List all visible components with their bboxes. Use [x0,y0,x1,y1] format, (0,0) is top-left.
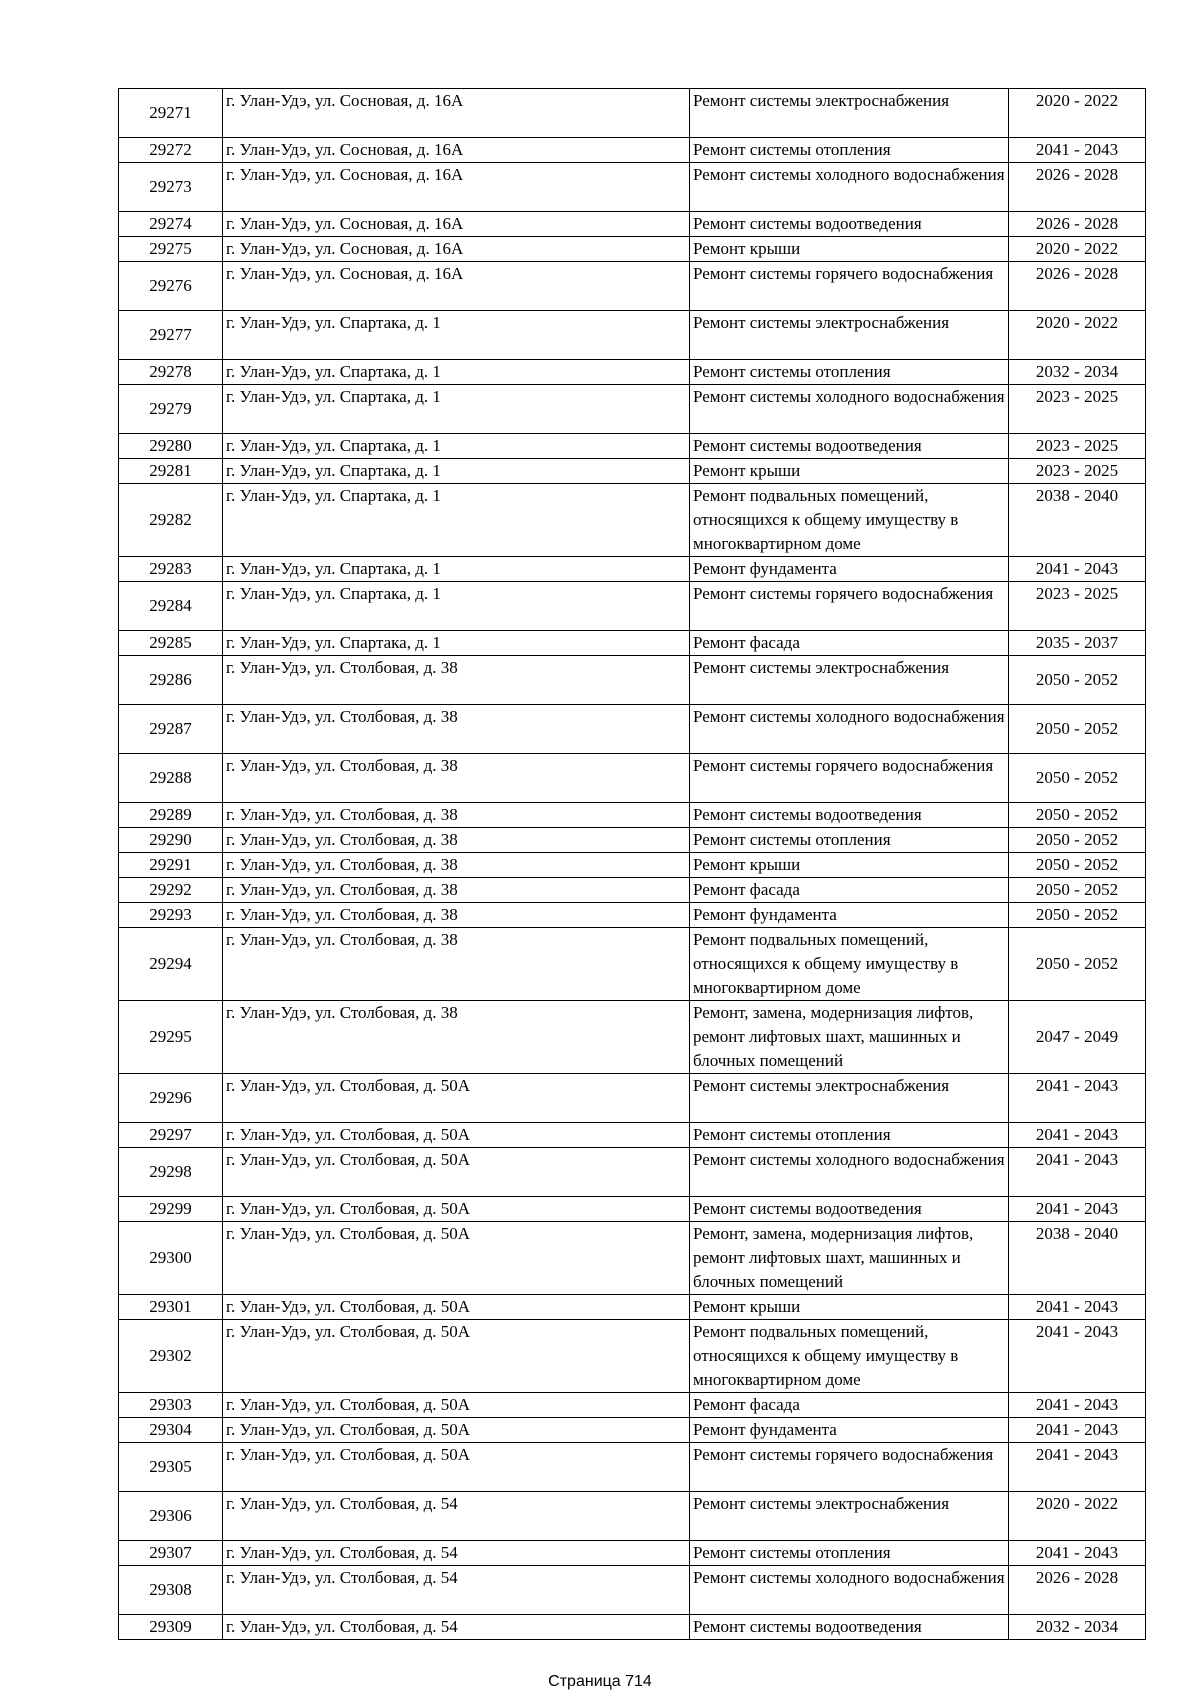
table-row [119,163,1146,212]
row-period: 2041 - 2043 [1009,1443,1146,1492]
row-number: 29309 [119,1615,223,1640]
row-number: 29287 [119,705,223,754]
row-address: г. Улан-Удэ, ул. Столбовая, д. 38 [223,903,690,928]
row-address: г. Улан-Удэ, ул. Столбовая, д. 38 [223,1001,690,1074]
row-period: 2041 - 2043 [1009,1418,1146,1443]
row-period: 2041 - 2043 [1009,1393,1146,1418]
table-row [119,434,1146,459]
row-number: 29286 [119,656,223,705]
table-row [119,360,1146,385]
row-period: 2020 - 2022 [1009,311,1146,360]
row-work-type: Ремонт фундамента [690,1418,1009,1443]
table-row [119,1615,1146,1640]
row-period: 2047 - 2049 [1009,1001,1146,1074]
row-number: 29292 [119,878,223,903]
row-work-type: Ремонт системы отопления [690,1123,1009,1148]
row-period: 2050 - 2052 [1009,878,1146,903]
row-address: г. Улан-Удэ, ул. Спартака, д. 1 [223,631,690,656]
table-row [119,1566,1146,1615]
row-work-type: Ремонт крыши [690,459,1009,484]
table-row [119,459,1146,484]
row-period: 2032 - 2034 [1009,360,1146,385]
row-number: 29297 [119,1123,223,1148]
row-work-type: Ремонт системы отопления [690,828,1009,853]
row-work-type: Ремонт фундамента [690,903,1009,928]
row-period: 2020 - 2022 [1009,1492,1146,1541]
row-address: г. Улан-Удэ, ул. Столбовая, д. 50А [223,1295,690,1320]
table-row [119,582,1146,631]
table-row [119,237,1146,262]
row-address: г. Улан-Удэ, ул. Столбовая, д. 50А [223,1074,690,1123]
row-address: г. Улан-Удэ, ул. Спартака, д. 1 [223,459,690,484]
row-work-type: Ремонт, замена, модернизация лифтов, ремонт лифтовых шахт, машинных и блочных помещений [690,1001,1009,1074]
row-address: г. Улан-Удэ, ул. Спартака, д. 1 [223,434,690,459]
row-work-type: Ремонт системы электроснабжения [690,1074,1009,1123]
table-row [119,1320,1146,1393]
row-address: г. Улан-Удэ, ул. Спартака, д. 1 [223,311,690,360]
row-number: 29274 [119,212,223,237]
row-work-type: Ремонт системы водоотведения [690,803,1009,828]
row-period: 2050 - 2052 [1009,803,1146,828]
table-row [119,928,1146,1001]
row-number: 29294 [119,928,223,1001]
table-row [119,1148,1146,1197]
row-address: г. Улан-Удэ, ул. Столбовая, д. 50А [223,1443,690,1492]
row-address: г. Улан-Удэ, ул. Столбовая, д. 38 [223,853,690,878]
row-period: 2050 - 2052 [1009,928,1146,1001]
row-address: г. Улан-Удэ, ул. Столбовая, д. 50А [223,1148,690,1197]
row-address: г. Улан-Удэ, ул. Столбовая, д. 38 [223,705,690,754]
table-row [119,656,1146,705]
row-number: 29283 [119,557,223,582]
row-address: г. Улан-Удэ, ул. Спартака, д. 1 [223,360,690,385]
row-period: 2050 - 2052 [1009,903,1146,928]
row-number: 29288 [119,754,223,803]
row-period: 2041 - 2043 [1009,1197,1146,1222]
row-period: 2020 - 2022 [1009,237,1146,262]
row-work-type: Ремонт крыши [690,237,1009,262]
table-row [119,1418,1146,1443]
table-row [119,631,1146,656]
row-work-type: Ремонт фасада [690,1393,1009,1418]
row-period: 2041 - 2043 [1009,557,1146,582]
row-period: 2041 - 2043 [1009,1074,1146,1123]
row-address: г. Улан-Удэ, ул. Столбовая, д. 50А [223,1418,690,1443]
row-period: 2023 - 2025 [1009,582,1146,631]
table-row [119,803,1146,828]
row-address: г. Улан-Удэ, ул. Столбовая, д. 38 [223,754,690,803]
row-work-type: Ремонт системы электроснабжения [690,656,1009,705]
row-work-type: Ремонт системы холодного водоснабжения [690,385,1009,434]
row-number: 29300 [119,1222,223,1295]
table-row [119,705,1146,754]
row-address: г. Улан-Удэ, ул. Спартака, д. 1 [223,385,690,434]
row-work-type: Ремонт системы отопления [690,138,1009,163]
row-work-type: Ремонт системы горячего водоснабжения [690,262,1009,311]
row-period: 2050 - 2052 [1009,853,1146,878]
row-work-type: Ремонт системы электроснабжения [690,311,1009,360]
table-row [119,1492,1146,1541]
row-number: 29302 [119,1320,223,1393]
table-row [119,212,1146,237]
row-work-type: Ремонт системы холодного водоснабжения [690,163,1009,212]
row-work-type: Ремонт крыши [690,853,1009,878]
row-number: 29276 [119,262,223,311]
table-row [119,1295,1146,1320]
row-number: 29282 [119,484,223,557]
row-address: г. Улан-Удэ, ул. Столбовая, д. 50А [223,1393,690,1418]
row-work-type: Ремонт системы водоотведения [690,1615,1009,1640]
row-address: г. Улан-Удэ, ул. Спартака, д. 1 [223,484,690,557]
row-work-type: Ремонт подвальных помещений, относящихся к общему имуществу в многоквартирном доме [690,928,1009,1001]
row-work-type: Ремонт системы холодного водоснабжения [690,1148,1009,1197]
table-row [119,1074,1146,1123]
row-work-type: Ремонт системы отопления [690,1541,1009,1566]
table-row [119,385,1146,434]
row-period: 2050 - 2052 [1009,828,1146,853]
row-work-type: Ремонт системы электроснабжения [690,1492,1009,1541]
row-address: г. Улан-Удэ, ул. Столбовая, д. 50А [223,1197,690,1222]
row-work-type: Ремонт подвальных помещений, относящихся к общему имуществу в многоквартирном доме [690,484,1009,557]
table-row [119,1393,1146,1418]
row-number: 29308 [119,1566,223,1615]
row-number: 29272 [119,138,223,163]
row-address: г. Улан-Удэ, ул. Столбовая, д. 38 [223,878,690,903]
row-address: г. Улан-Удэ, ул. Столбовая, д. 38 [223,828,690,853]
row-number: 29290 [119,828,223,853]
row-work-type: Ремонт системы холодного водоснабжения [690,1566,1009,1615]
row-address: г. Улан-Удэ, ул. Столбовая, д. 38 [223,928,690,1001]
table-row [119,1123,1146,1148]
table-row [119,262,1146,311]
row-address: г. Улан-Удэ, ул. Столбовая, д. 38 [223,656,690,705]
row-number: 29275 [119,237,223,262]
row-number: 29284 [119,582,223,631]
row-period: 2050 - 2052 [1009,705,1146,754]
row-address: г. Улан-Удэ, ул. Сосновая, д. 16А [223,138,690,163]
row-number: 29279 [119,385,223,434]
row-work-type: Ремонт системы горячего водоснабжения [690,754,1009,803]
row-period: 2023 - 2025 [1009,459,1146,484]
row-number: 29296 [119,1074,223,1123]
row-work-type: Ремонт, замена, модернизация лифтов, ремонт лифтовых шахт, машинных и блочных помещений [690,1222,1009,1295]
row-period: 2041 - 2043 [1009,1148,1146,1197]
row-period: 2023 - 2025 [1009,385,1146,434]
table-row [119,89,1146,138]
row-number: 29277 [119,311,223,360]
row-address: г. Улан-Удэ, ул. Столбовая, д. 54 [223,1615,690,1640]
row-address: г. Улан-Удэ, ул. Столбовая, д. 38 [223,803,690,828]
row-number: 29291 [119,853,223,878]
row-period: 2041 - 2043 [1009,1123,1146,1148]
row-work-type: Ремонт системы горячего водоснабжения [690,1443,1009,1492]
row-address: г. Улан-Удэ, ул. Сосновая, д. 16А [223,212,690,237]
table-row [119,138,1146,163]
row-address: г. Улан-Удэ, ул. Столбовая, д. 50А [223,1320,690,1393]
row-period: 2026 - 2028 [1009,212,1146,237]
row-period: 2023 - 2025 [1009,434,1146,459]
row-address: г. Улан-Удэ, ул. Спартака, д. 1 [223,582,690,631]
row-work-type: Ремонт системы отопления [690,360,1009,385]
table-row [119,1443,1146,1492]
row-number: 29295 [119,1001,223,1074]
row-period: 2050 - 2052 [1009,754,1146,803]
table-row [119,853,1146,878]
row-address: г. Улан-Удэ, ул. Столбовая, д. 54 [223,1492,690,1541]
table-row [119,903,1146,928]
works-table [118,88,1146,1640]
table-row [119,1541,1146,1566]
row-number: 29304 [119,1418,223,1443]
row-address: г. Улан-Удэ, ул. Столбовая, д. 50А [223,1222,690,1295]
row-number: 29285 [119,631,223,656]
table-row [119,754,1146,803]
row-address: г. Улан-Удэ, ул. Спартака, д. 1 [223,557,690,582]
row-work-type: Ремонт системы водоотведения [690,212,1009,237]
row-period: 2020 - 2022 [1009,89,1146,138]
row-address: г. Улан-Удэ, ул. Столбовая, д. 54 [223,1566,690,1615]
row-number: 29280 [119,434,223,459]
row-number: 29273 [119,163,223,212]
row-work-type: Ремонт системы горячего водоснабжения [690,582,1009,631]
table-row [119,878,1146,903]
row-work-type: Ремонт фундамента [690,557,1009,582]
table-row [119,557,1146,582]
row-address: г. Улан-Удэ, ул. Сосновая, д. 16А [223,89,690,138]
row-number: 29305 [119,1443,223,1492]
row-period: 2041 - 2043 [1009,1541,1146,1566]
row-number: 29307 [119,1541,223,1566]
row-period: 2026 - 2028 [1009,262,1146,311]
row-period: 2026 - 2028 [1009,1566,1146,1615]
row-number: 29271 [119,89,223,138]
row-address: г. Улан-Удэ, ул. Сосновая, д. 16А [223,163,690,212]
row-number: 29289 [119,803,223,828]
table-row [119,1197,1146,1222]
table-row [119,1001,1146,1074]
table-row [119,484,1146,557]
table-row [119,1222,1146,1295]
row-period: 2041 - 2043 [1009,1295,1146,1320]
row-number: 29303 [119,1393,223,1418]
row-work-type: Ремонт системы водоотведения [690,1197,1009,1222]
row-address: г. Улан-Удэ, ул. Столбовая, д. 54 [223,1541,690,1566]
row-number: 29306 [119,1492,223,1541]
row-number: 29301 [119,1295,223,1320]
row-address: г. Улан-Удэ, ул. Сосновая, д. 16А [223,237,690,262]
row-period: 2038 - 2040 [1009,1222,1146,1295]
row-address: г. Улан-Удэ, ул. Столбовая, д. 50А [223,1123,690,1148]
row-period: 2038 - 2040 [1009,484,1146,557]
row-work-type: Ремонт системы водоотведения [690,434,1009,459]
row-period: 2026 - 2028 [1009,163,1146,212]
row-period: 2035 - 2037 [1009,631,1146,656]
row-work-type: Ремонт подвальных помещений, относящихся к общему имуществу в многоквартирном доме [690,1320,1009,1393]
row-period: 2041 - 2043 [1009,1320,1146,1393]
row-number: 29278 [119,360,223,385]
page-number: Страница 714 [548,1673,652,1690]
row-number: 29299 [119,1197,223,1222]
row-work-type: Ремонт фасада [690,631,1009,656]
table-row [119,828,1146,853]
row-work-type: Ремонт крыши [690,1295,1009,1320]
row-number: 29298 [119,1148,223,1197]
works-table-body [119,89,1146,1640]
row-work-type: Ремонт фасада [690,878,1009,903]
row-address: г. Улан-Удэ, ул. Сосновая, д. 16А [223,262,690,311]
row-work-type: Ремонт системы холодного водоснабжения [690,705,1009,754]
row-period: 2032 - 2034 [1009,1615,1146,1640]
table-row [119,311,1146,360]
row-work-type: Ремонт системы электроснабжения [690,89,1009,138]
row-number: 29293 [119,903,223,928]
row-period: 2050 - 2052 [1009,656,1146,705]
row-number: 29281 [119,459,223,484]
row-period: 2041 - 2043 [1009,138,1146,163]
